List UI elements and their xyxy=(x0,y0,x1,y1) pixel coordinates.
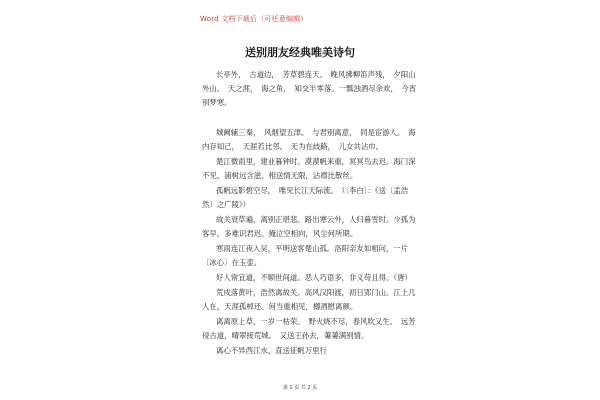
paragraph-line: 孤帆远影碧空尽， 唯见长江天际流。 （〔李白〕：《送〔孟浩 xyxy=(216,186,409,195)
paragraph xyxy=(202,242,409,270)
paragraph xyxy=(202,184,409,212)
paragraph-line: 离心不异西江水，直送征帆万里行 xyxy=(216,346,327,355)
paragraph xyxy=(202,271,412,285)
paragraph xyxy=(202,213,416,241)
paragraph-line: 不见，浦树远含滋。相送情无限，沾襟比散丝。 xyxy=(202,171,358,181)
paragraph xyxy=(202,68,417,111)
paragraph xyxy=(202,155,416,183)
paragraph-line: 外山。 天之涯， 海之角， 知交半零落。一瓢浊酒尽余欢， 今宵 xyxy=(202,84,417,94)
paragraph xyxy=(202,126,416,154)
paragraph-line: 楚江微雨里，建业暮钟时。漠漠帆来重，冥冥鸟去迟。海门深 xyxy=(216,157,416,166)
paragraph-line: 好人常宜道，不顺世间道。恶人巧语多，非义苟且得。（唐） xyxy=(216,273,412,282)
page-footer: 第 1 页 共 2 页 xyxy=(282,385,318,391)
paragraph-line: 客早，多难识君迟。掩泣空相向，风尘何所期。 xyxy=(202,229,358,239)
paragraph-line: 别梦寒。 xyxy=(202,98,232,108)
paragraph-line: 人在，天涯孤棹还。何当重相见，樽酒慰离颜。 xyxy=(202,302,358,312)
paragraph-line: 然〕之广陵》） xyxy=(202,200,251,210)
header-note: Word 文档下载后（可任意编辑） xyxy=(200,15,308,23)
paragraph-line: 侵古道，晴翠接荒城。 又送王孙去，萋萋满别情。 xyxy=(202,331,369,341)
paragraph-line: 寒雨连江夜入吴，平明送客楚山孤。洛阳亲友如相问，一片 xyxy=(216,244,409,253)
paragraph xyxy=(202,315,416,343)
paragraph-line: 城阙辅三秦， 风烟望五津。 与君别离意， 同是宦游人。 海 xyxy=(216,128,416,137)
paragraph-line: 荒戍落黄叶，浩然离故关。高风汉阳渡，初日郢门山。江上几 xyxy=(216,288,416,297)
paragraph-line: 离离原上草，一岁一枯荣。 野火烧不尽，春风吹又生。 远芳 xyxy=(216,317,416,326)
paragraph-line: 〔冰心〕在玉壶。 xyxy=(202,258,262,268)
document-title: 送别朋友经典唯美诗句 xyxy=(245,46,355,59)
paragraph-line: 内存知己， 天涯若比邻。 无为在歧路， 儿女共沾巾。 xyxy=(202,142,384,152)
paragraph xyxy=(202,286,416,314)
paragraph-line: 故关衰草遍，离别正堪悲。路出寒云外，人归暮雪时。少孤为 xyxy=(216,215,416,224)
paragraph-line: 长亭外， 古道边， 芳草碧连天。 晚风拂柳笛声残， 夕阳山 xyxy=(216,70,416,79)
paragraph xyxy=(202,344,398,358)
